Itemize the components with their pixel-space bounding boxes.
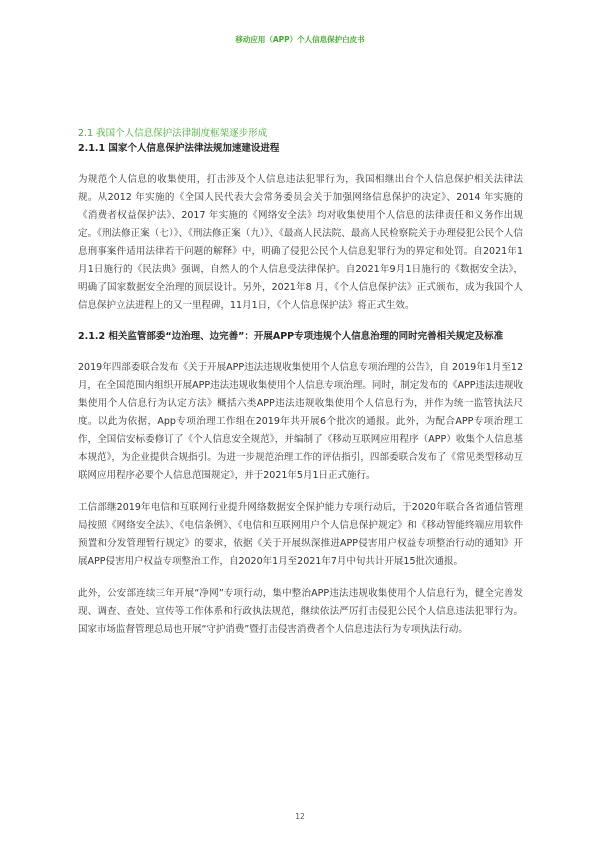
section-title: 2.1 我国个人信息保护法律制度框架逐步形成: [78, 128, 268, 139]
running-header: 移动应用（APP）个人信息保护白皮书: [235, 35, 365, 44]
paragraph-four-ministries: 2019年四部委联合发布《关于开展APP违法违规收集使用个人信息专项治理的公告》，自 2019年1月至12月，在全国范围内组织开展APP违法违规收集使用个人信息专项治理。同时，制定发布的《APP违法违规收集使用个人信息行为认定方法》概括六类APP违法违规收集使用个人信息行为，并作为统一监管执法尺度。以此为依据，App专项治理工作组在2019年共开展6个批次的通报。此外，为配合APP专项治理工作，全国信安标委修订了《个人信息安全规范》，并编制了《移动互联网应用程序（APP）收集个人信息基本规范》，为企业提供合规指引。为进一步规范治理工作的评估指引，四部委联合发布了《常见类型移动互联网应用程序必要个人信息范围规定》，并于2021年5月1日正式施行。: [78, 362, 523, 481]
paragraph-miit: 工信部继2019年电信和互联网行业提升网络数据安全保护能力专项行动后，于2020年联合各省通信管理局按照《网络安全法》、《电信条例》、《电信和互联网用户个人信息保护规定》和《移动智能终端应用软件预置和分发管理暂行规定》的要求，依据《关于开展纵深推进APP侵害用户权益专项整治行动的通知》开展APP侵害用户权益专项整治工作，自2020年1月至2021年7月中旬共计开展15批次通报。: [78, 502, 523, 567]
subsection-title-1: 2.1.1 国家个人信息保护法律法规加速建设进程: [78, 143, 280, 154]
main-content: [78, 126, 523, 653]
paragraph-public-security: 此外，公安部连续三年开展“净网”专项行动，集中整治APP违法违规收集使用个人信息行为，健全完善发现、调查、查处、宣传等工作体系和行政执法规范，继续依法严厉打击侵犯公民个人信息违法犯罪行为。国家市场监督管理总局也开展“守护消费”暨打击侵害消费者个人信息违法行为专项执法行动。: [78, 588, 523, 635]
page-number: 12: [295, 812, 305, 821]
subsection-title-2: 2.1.2 相关监管部委“边治理、边完善”：开展APP专项违规个人信息治理的同时完善相关规定及标准: [78, 331, 504, 342]
paragraph-legal-framework: 为规范个人信息的收集使用，打击涉及个人信息违法犯罪行为，我国相继出台个人信息保护相关法律法规。从2012 年实施的《全国人民代表大会常务委员会关于加强网络信息保护的决定》、2014 年实施的《消费者权益保护法》、2017 年实施的《网络安全法》均对收集使用个人信息的法律责任和义务作出规定。《刑法修正案（七）》、《刑法修正案（九）》、《最高人民法院、最高人民检察院关于办理侵犯公民个人信息刑事案件适用法律若干问题的解释》中，明确了侵犯公民个人信息犯罪行为的界定和处罚。自2021年1月1日施行的《民法典》强调，自然人的个人信息受法律保护。自2021年9月1日施行的《数据安全法》，明确了国家数据安全治理的顶层设计。另外，2021年8 月，《个人信息保护法》正式颁布，成为我国个人信息保护立法进程上的又一里程碑，11月1日，《个人信息保护法》将正式生效。: [78, 174, 523, 311]
